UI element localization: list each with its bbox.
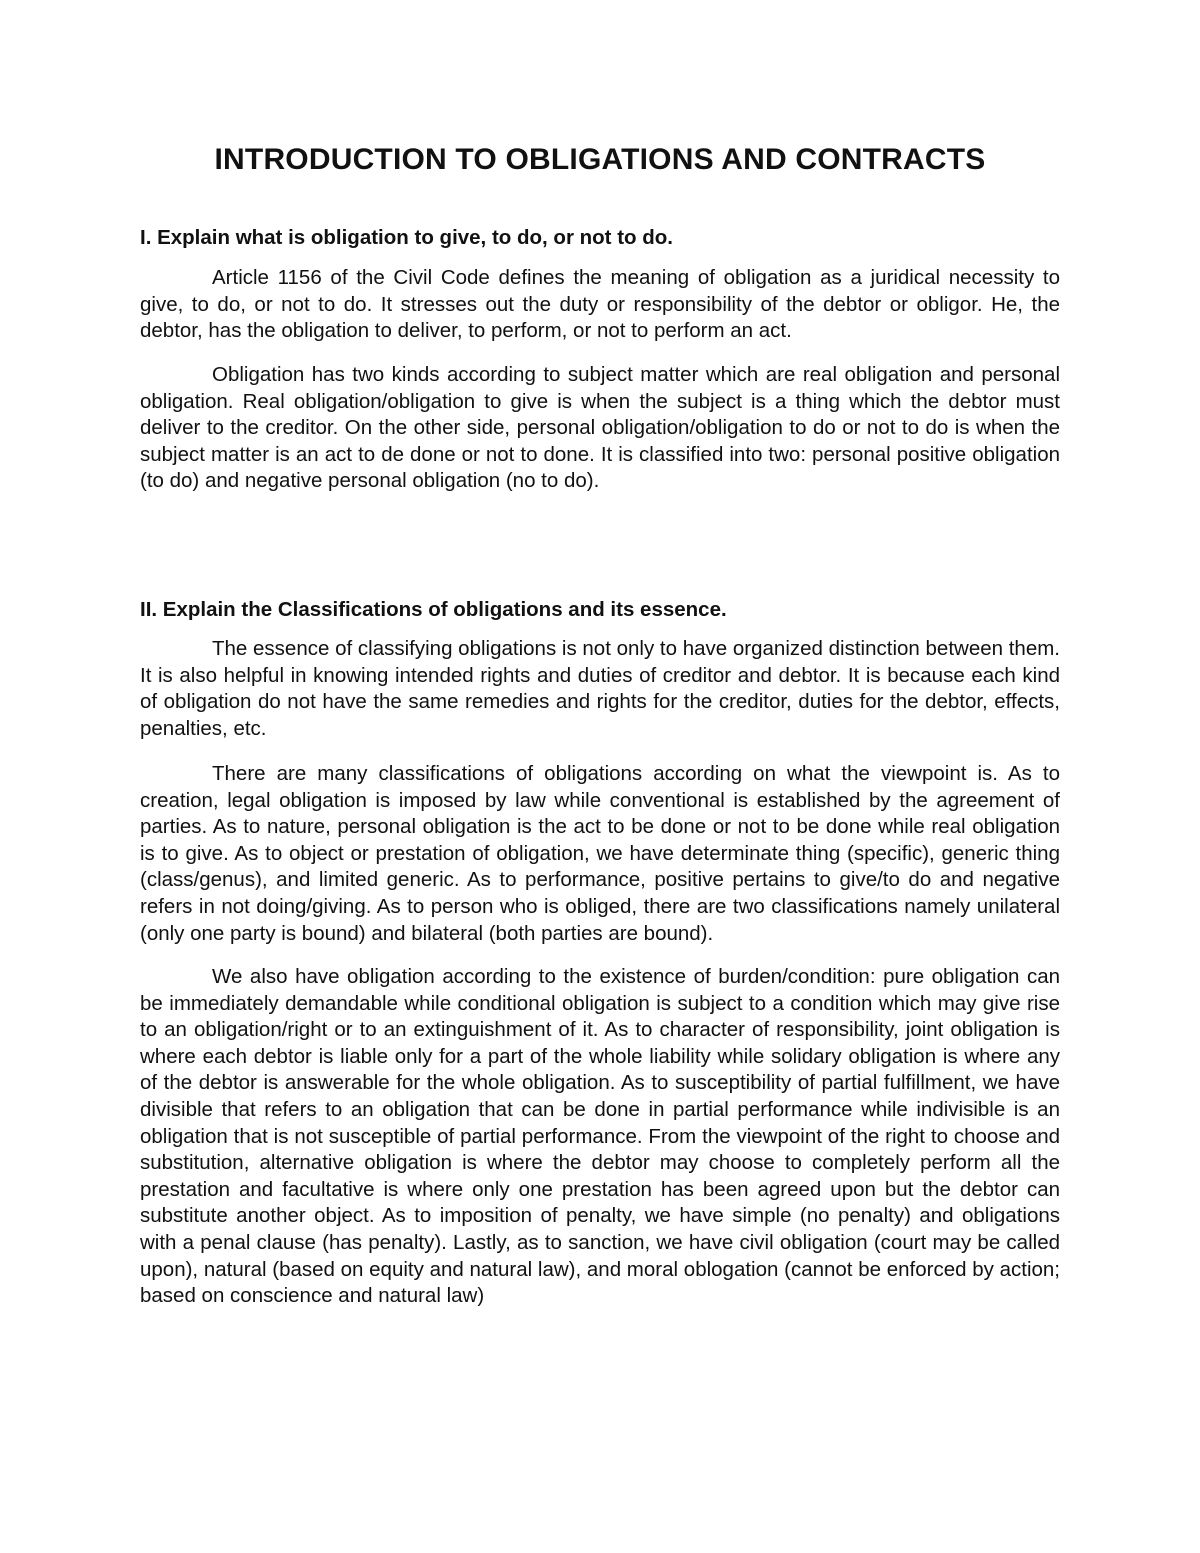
- section-1-paragraph-2: Obligation has two kinds according to subject matter which are real obligation and personal obligation. Real obligation/obligation to give is when the subject is a thing which the debtor must deliver to the creditor. On the other side, personal obligation/obligation to do or not to do is when the subject matter is an act to de done or not to done. It is classified into two: personal positive obligation (to do) and negative personal obligation (no to do).: [140, 363, 1060, 493]
- section-heading-1: I. Explain what is obligation to give, to do, or not to do.: [140, 226, 673, 249]
- section-2-paragraph-3: We also have obligation according to the existence of burden/condition: pure obligation can be immediately demandable while conditional obligation is subject to a condition which may give rise to an obligation/right or to an extinguishment of it. As to character of responsibility, joint obligation is where each debtor is liable only for a part of the whole liability while solidary obligation is where any of the debtor is answerable for the whole obligation. As to susceptibility of partial fulfillment, we have divisible that refers to an obligation that can be done in partial performance while indivisible is an obligation that is not susceptible of partial performance. From the viewpoint of the right to choose and substitution, alternative obligation is where the debtor may choose to completely perform all the prestation and facultative is where only one prestation has been agreed upon but the debtor can substitute another object. As to imposition of penalty, we have simple (no penalty) and obligations with a penal clause (has penalty). Lastly, as to sanction, we have civil obligation (court may be called upon), natural (based on equity and natural law), and moral oblogation (cannot be enforced by action; based on conscience and natural law): [140, 965, 1060, 1308]
- section-1-paragraph-1: Article 1156 of the Civil Code defines the meaning of obligation as a juridical necessity to give, to do, or not to do. It stresses out the duty or responsibility of the debtor or obligor. He, the debtor, has the obligation to deliver, to perform, or not to perform an act.: [140, 266, 1060, 343]
- document-page: [140, 0, 1060, 1553]
- section-2-paragraph-2: There are many classifications of obligations according on what the viewpoint is. As to creation, legal obligation is imposed by law while conventional is established by the agreement of parties. As to nature, personal obligation is the act to be done or not to be done while real obligation is to give. As to object or prestation of obligation, we have determinate thing (specific), generic thing (class/genus), and limited generic. As to performance, positive pertains to give/to do and negative refers in not doing/giving. As to person who is obliged, there are two classifications namely unilateral (only one party is bound) and bilateral (both parties are bound).: [140, 762, 1060, 945]
- section-heading-2: II. Explain the Classifications of obligations and its essence.: [140, 598, 727, 621]
- section-2-paragraph-1: The essence of classifying obligations is not only to have organized distinction between them. It is also helpful in knowing intended rights and duties of creditor and debtor. It is because each kind of obligation do not have the same remedies and rights for the creditor, duties for the debtor, effects, penalties, etc.: [140, 637, 1060, 740]
- document-title: INTRODUCTION TO OBLIGATIONS AND CONTRACTS: [214, 143, 986, 176]
